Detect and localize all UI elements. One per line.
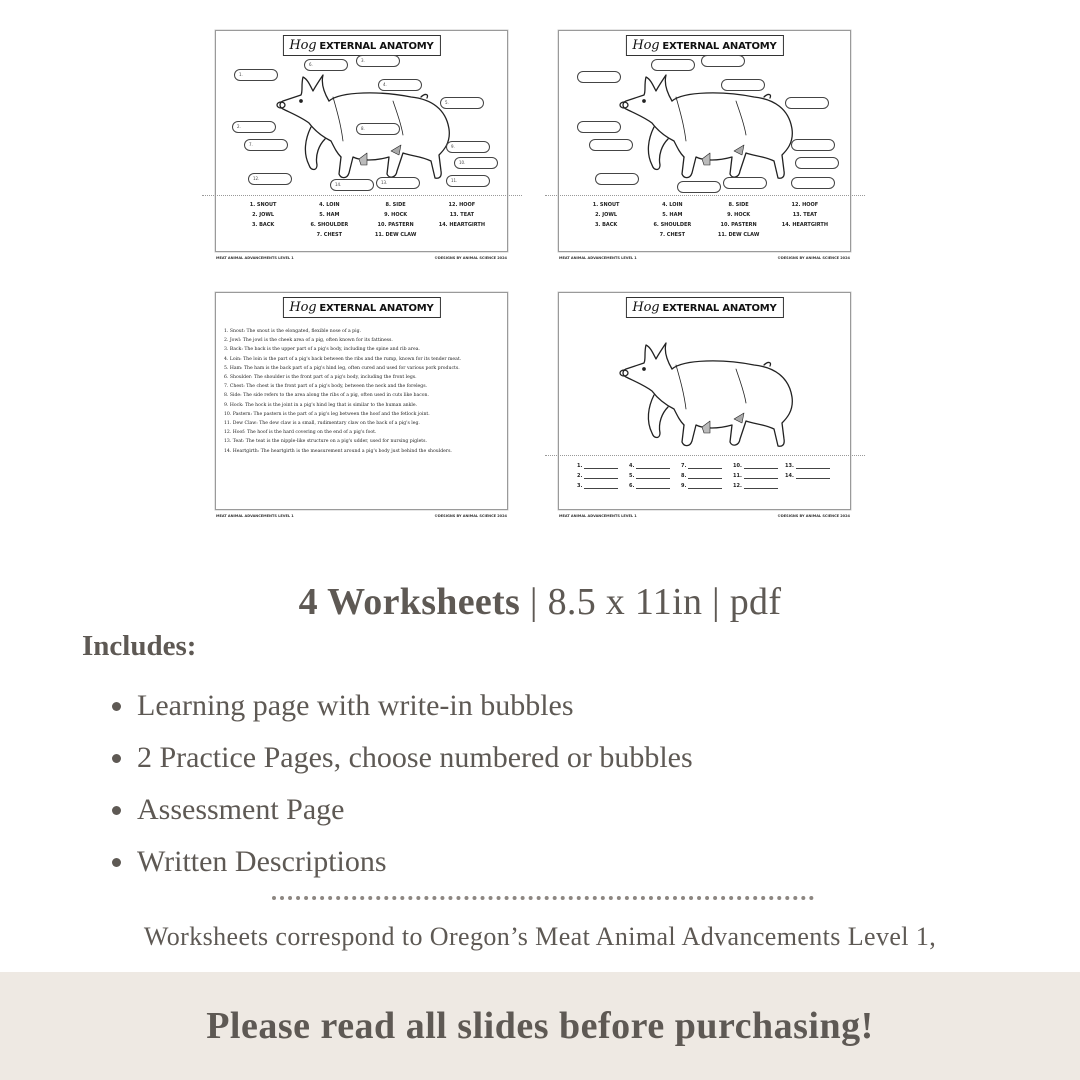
blank-bubble bbox=[785, 97, 829, 109]
worksheet-title: Hog EXTERNAL ANATOMY bbox=[282, 35, 440, 56]
product-headline bbox=[0, 580, 1080, 624]
blank-bubble bbox=[577, 71, 621, 83]
label-bubble: 8. bbox=[356, 123, 400, 135]
divider-line bbox=[202, 195, 522, 196]
worksheet-title: Hog EXTERNAL ANATOMY bbox=[282, 297, 440, 318]
label-bubble: 13. bbox=[376, 177, 420, 189]
label-bubble: 1. bbox=[234, 69, 278, 81]
worksheet-title: Hog EXTERNAL ANATOMY bbox=[625, 35, 783, 56]
correspondence-note: Worksheets correspond to Oregon’s Meat Animal Advancements Level 1, bbox=[143, 922, 937, 951]
answer-blank: 11. bbox=[733, 473, 785, 479]
label-bubble: 11. bbox=[446, 175, 490, 187]
description-list bbox=[224, 327, 501, 456]
answer-blank: 7. bbox=[681, 463, 733, 469]
headline-count: 4 Worksheets bbox=[298, 581, 521, 623]
answer-blank: 8. bbox=[681, 473, 733, 479]
label-bubble: 4. bbox=[378, 79, 422, 91]
answer-blank: 5. bbox=[629, 473, 681, 479]
word-bank: 1. SNOUT 4. LOIN 8. SIDE 12. HOOF 2. JOWL 5. HAM 9. HOCK 13. TEAT 3. BACK 6. SHOULDER 10. PASTERN 14. HEARTGIRTH 7. CHEST 11. DEW CLAW bbox=[592, 202, 829, 238]
answer-blank: 12. bbox=[733, 483, 785, 489]
label-bubble: 10. bbox=[454, 157, 498, 169]
description-item: 14. Heartgirth: The heartgirth is the measurement around a pig's body just behind the shoulders. bbox=[224, 448, 452, 454]
blank-bubble bbox=[701, 55, 745, 67]
description-item: 1. Snout: The snout is the elongated, flexible nose of a pig. bbox=[224, 329, 361, 334]
pig-illustration bbox=[614, 329, 799, 454]
label-bubble: 7. bbox=[244, 139, 288, 151]
blank-bubble bbox=[791, 139, 835, 151]
answer-blank: 14. bbox=[785, 473, 837, 479]
blank-bubble bbox=[577, 121, 621, 133]
label-bubble: 9. bbox=[446, 141, 490, 153]
description-item: 6. Shoulder: The shoulder is the front part of a pig's body, including the front legs. bbox=[224, 375, 417, 381]
blank-bubble bbox=[721, 79, 765, 91]
blank-bubble bbox=[677, 181, 721, 193]
description-item: 9. Hock: The hock is the joint in a pig's hind leg that is similar to the human ankle. bbox=[224, 402, 418, 408]
worksheet-preview-practice-bubbles: Hog EXTERNAL ANATOMY 1. SNOUT 4. LOIN 8. SIDE 12. HOOF 2. JOWL 5. HAM 9. HOCK 13. TEAT 3. BACK 6. SHOULDER 10. PASTERN 14. HEARTGIRTH 7. CHEST 11. DEW CLAW MEAT ANIMAL ADVANCEMENTS LEVEL 1 ©DESIGNS BY ANIMAL SCIENCE 2024 bbox=[558, 30, 851, 252]
worksheet-preview-descriptions: Hog EXTERNAL ANATOMY 1. Snout: The snout is the elongated, flexible nose of a pig. 2. Jowl: The jowl is the cheek area of a pig, often known for its fattiness. 3. Back: The back is the upper part of a pig's body, including the spine and rib area. 4. Loin: The loin is the part of a pig's back between the ribs and the rump, known for its tender meat. 5. Ham: The ham is the back part of a pig's hind leg, often cured and used for various pork products. 6. Shoulder: The shoulder is the front part of a pig's body, including the front legs. 7. Chest: The chest is the front part of a pig's body, between the neck and the forelegs. 8. Side: The side refers to the area along the ribs of a pig, often used in cuts like bacon. 9. Hock: The hock is the joint in a pig's hind leg that is similar to the human ankle. 10. Pastern: The pastern is the part of a pig's leg between the hoof and the fetlock joint. 11. Dew Claw: The dew claw is a small, rudimentary claw on the back of a pig's leg. 12. Hoof: The hoof is the hard covering on the end of a pig's foot. 13. Teat: The teat is the nipple-like structure on a pig's udder, used for nursing piglets. 14. Heartgirth: The heartgirth is the measurement around a pig's body just behind the shoulders. MEAT ANIMAL ADVANCEMENTS LEVEL 1 ©DESIGNS BY ANIMAL SCIENCE 2024 bbox=[215, 292, 508, 510]
answer-blank: 3. bbox=[577, 483, 629, 489]
description-item: 5. Ham: The ham is the back part of a pig's hind leg, often cured and used for various pork products. bbox=[224, 365, 460, 371]
answer-blank: 4. bbox=[629, 463, 681, 469]
blank-bubble bbox=[791, 177, 835, 189]
blank-bubble bbox=[595, 173, 639, 185]
label-bubble: 14. bbox=[330, 179, 374, 191]
answer-blank: 1. bbox=[577, 463, 629, 469]
worksheet-preview-practice-numbered: Hog EXTERNAL ANATOMY 1. 4. 7. 10. 13. 2. 5. 8. 11. 14. 3. 6. 9. 12. MEAT ANIMAL ADVANCEMENTS LEVEL 1 ©DESIGNS BY ANIMAL SCIENCE 2024 bbox=[558, 292, 851, 510]
pig-illustration bbox=[614, 61, 799, 186]
includes-item: 2 Practice Pages, choose numbered or bubbles bbox=[112, 732, 693, 784]
answer-blank: 6. bbox=[629, 483, 681, 489]
label-bubble: 5. bbox=[440, 97, 484, 109]
description-item: 10. Pastern: The pastern is the part of a pig's leg between the hoof and the fetlock joint. bbox=[224, 411, 430, 417]
answer-blank: 13. bbox=[785, 463, 837, 469]
word-bank: 1. SNOUT 4. LOIN 8. SIDE 12. HOOF 2. JOWL 5. HAM 9. HOCK 13. TEAT 3. BACK 6. SHOULDER 10. PASTERN 14. HEARTGIRTH 7. CHEST 11. DEW CLAW bbox=[249, 202, 486, 238]
cta-text: Please read all slides before purchasing! bbox=[206, 1005, 874, 1047]
divider-line bbox=[545, 195, 865, 196]
answer-blanks bbox=[577, 463, 837, 489]
blank-bubble bbox=[589, 139, 633, 151]
blank-bubble bbox=[795, 157, 839, 169]
includes-list bbox=[112, 680, 693, 888]
blank-bubble bbox=[651, 59, 695, 71]
answer-blank: 10. bbox=[733, 463, 785, 469]
answer-blank: 2. bbox=[577, 473, 629, 479]
description-item: 13. Teat: The teat is the nipple-like structure on a pig's udder, used for nursing piglets. bbox=[224, 439, 427, 445]
bullet-icon bbox=[112, 702, 121, 711]
includes-item: Learning page with write-in bubbles bbox=[112, 680, 693, 732]
description-item: 3. Back: The back is the upper part of a pig's body, including the spine and rib area. bbox=[224, 347, 420, 353]
includes-item: Written Descriptions bbox=[112, 836, 693, 888]
blank-bubble bbox=[723, 177, 767, 189]
label-bubble: 2. bbox=[232, 121, 276, 133]
description-item: 11. Dew Claw: The dew claw is a small, rudimentary claw on the back of a pig's leg. bbox=[224, 421, 420, 427]
dotted-divider bbox=[272, 896, 814, 900]
label-bubble: 6. bbox=[304, 59, 348, 71]
headline-specs: | 8.5 x 11in | pdf bbox=[520, 581, 782, 623]
answer-blank: 9. bbox=[681, 483, 733, 489]
cta-banner bbox=[0, 972, 1080, 1080]
worksheet-preview-learning: Hog EXTERNAL ANATOMY 1. 6. 3. 4. 5. 2. 8. 7. 9. 10. 12. 14. 13. 11. 1. SNOUT 4. LOIN 8. SIDE 12. HOOF 2. JOWL 5. HAM 9. HOCK 13. TEAT 3. BACK 6. SHOULDER 10. PASTERN 14. HEARTGIRTH 7. CHEST 11. DEW CLAW MEAT ANIMAL ADVANCEMENTS LEVEL 1 ©DESIGNS BY ANIMAL SCIENCE 2024 bbox=[215, 30, 508, 252]
bullet-icon bbox=[112, 754, 121, 763]
bullet-icon bbox=[112, 858, 121, 867]
bullet-icon bbox=[112, 806, 121, 815]
includes-item: Assessment Page bbox=[112, 784, 693, 836]
includes-label: Includes: bbox=[82, 630, 197, 662]
divider-line bbox=[545, 455, 865, 456]
description-item: 8. Side: The side refers to the area along the ribs of a pig, often used in cuts like bacon. bbox=[224, 393, 429, 399]
description-item: 7. Chest: The chest is the front part of a pig's body, between the neck and the forelegs. bbox=[224, 384, 428, 390]
description-item: 12. Hoof: The hoof is the hard covering on the end of a pig's foot. bbox=[224, 430, 377, 436]
description-item: 2. Jowl: The jowl is the cheek area of a pig, often known for its fattiness. bbox=[224, 338, 393, 344]
label-bubble: 3. bbox=[356, 55, 400, 67]
label-bubble: 12. bbox=[248, 173, 292, 185]
description-item: 4. Loin: The loin is the part of a pig's back between the ribs and the rump, known for its tender meat. bbox=[224, 356, 462, 362]
worksheet-title: Hog EXTERNAL ANATOMY bbox=[625, 297, 783, 318]
